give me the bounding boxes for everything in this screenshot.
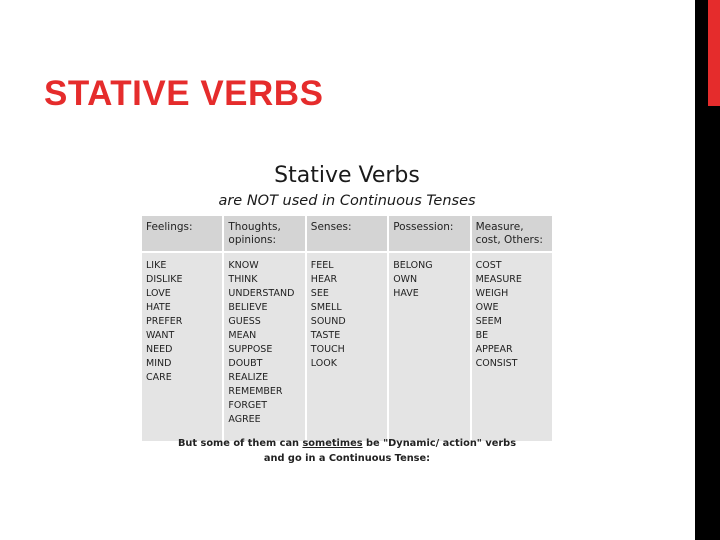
verb-item: BELIEVE [228, 302, 268, 313]
verb-item: BE [475, 330, 489, 341]
verb-item: FORGET [228, 400, 268, 411]
footer-note-line-2: and go in a Continuous Tense: [263, 453, 431, 464]
verb-item: CARE [146, 372, 172, 383]
column-header-measure: Measure, cost, Others: [472, 216, 552, 251]
verb-item: SEEM [475, 316, 502, 327]
verb-item: TASTE [310, 330, 341, 341]
verb-item: KNOW [228, 260, 259, 271]
verb-item: OWN [393, 274, 418, 285]
column-header-senses: Senses: [307, 216, 387, 251]
stative-verbs-table [142, 216, 552, 441]
verb-item: OWE [475, 302, 499, 313]
column-header-feelings: Feelings: [142, 216, 222, 251]
column-verbs-measure [472, 253, 552, 441]
verb-item: CONSIST [475, 358, 518, 369]
verb-item: WANT [146, 330, 175, 341]
footer-note-line-1 [142, 438, 552, 449]
verb-item: COST [475, 260, 502, 271]
verb-item: WEIGH [475, 288, 509, 299]
verb-item: PREFER [146, 316, 183, 327]
verb-item: MEAN [228, 330, 257, 341]
footer-text-before: But some of them can [177, 438, 303, 449]
verb-item: LOOK [310, 358, 337, 369]
verb-item: DOUBT [228, 358, 263, 369]
footer-text-underlined: sometimes [302, 438, 363, 449]
verb-item: SMELL [310, 302, 342, 313]
footer-text-after: be "Dynamic/ action" verbs [362, 438, 517, 449]
verb-item: THINK [228, 274, 258, 285]
verb-item: SOUND [310, 316, 346, 327]
column-verbs-possession [389, 253, 469, 441]
verb-item: SUPPOSE [228, 344, 273, 355]
column-header-thoughts: Thoughts, opinions: [224, 216, 304, 251]
verb-item: BELONG [393, 260, 433, 271]
verb-item: UNDERSTAND [228, 288, 295, 299]
figure-heading: Stative Verbs [274, 163, 420, 188]
verb-item: FEEL [310, 260, 334, 271]
column-header-possession: Possession: [389, 216, 469, 251]
slide-side-bar-accent [708, 0, 720, 106]
verb-item: HATE [146, 302, 171, 313]
column-verbs-feelings [142, 253, 222, 441]
verb-item: TOUCH [310, 344, 345, 355]
verb-item: DISLIKE [146, 274, 183, 285]
verb-item: MIND [146, 358, 172, 369]
column-verbs-thoughts [224, 253, 304, 441]
column-verbs-senses [307, 253, 387, 441]
verb-item: GUESS [228, 316, 261, 327]
verb-item: AGREE [228, 414, 261, 425]
verb-item: APPEAR [475, 344, 513, 355]
figure-subheading: are NOT used in Continuous Tenses [218, 193, 476, 209]
verb-item: NEED [146, 344, 173, 355]
verb-item: HAVE [393, 288, 419, 299]
verb-item: SEE [310, 288, 329, 299]
verb-item: HEAR [310, 274, 338, 285]
verb-item: REMEMBER [228, 386, 283, 397]
verb-item: LIKE [146, 260, 167, 271]
verb-item: LOVE [146, 288, 171, 299]
verb-item: REALIZE [228, 372, 269, 383]
slide-title: STATIVE VERBS [44, 74, 324, 113]
verb-item: MEASURE [475, 274, 522, 285]
